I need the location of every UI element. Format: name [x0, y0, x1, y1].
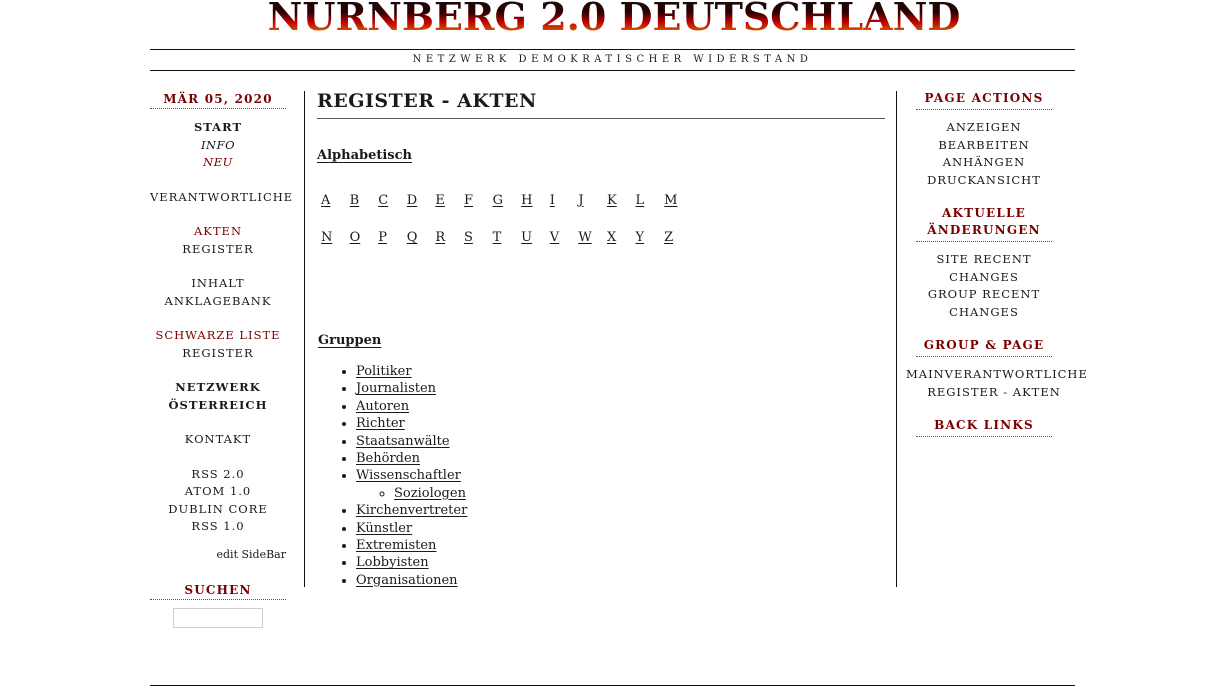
- action-druckansicht[interactable]: DRUCKANSICHT: [927, 172, 1041, 187]
- action-anhaengen[interactable]: ANHÄNGEN: [942, 155, 1026, 169]
- right-column-divider: [896, 91, 897, 587]
- group-page-list: [906, 366, 1088, 401]
- groups-heading: Gruppen: [318, 333, 382, 348]
- group-link-staatsanwaelte[interactable]: Staatsanwälte: [356, 433, 450, 449]
- letter-link[interactable]: D: [406, 193, 418, 208]
- letter-link[interactable]: H: [521, 193, 533, 208]
- edit-sidebar-link[interactable]: edit SideBar: [216, 547, 286, 561]
- letter-link[interactable]: E: [435, 193, 445, 208]
- nav-akten[interactable]: AKTEN: [193, 224, 243, 238]
- groups-list: [318, 363, 885, 589]
- back-links-heading[interactable]: BACK LINKS: [916, 417, 1052, 437]
- letter-link[interactable]: I: [549, 193, 555, 208]
- feed-atom[interactable]: ATOM 1.0: [184, 484, 252, 498]
- alphabet-row-1: [321, 193, 885, 230]
- group-link-mainverantwortliche[interactable]: MAINVERANTWORTLICHE: [906, 367, 1088, 381]
- site-subtitle: NETZWERK DEMOKRATISCHER WIDERSTAND: [412, 54, 813, 65]
- nav-kontakt[interactable]: KONTAKT: [184, 432, 252, 446]
- group-link-kirchenvertreter[interactable]: Kirchenvertreter: [356, 503, 468, 519]
- letter-link[interactable]: W: [578, 230, 592, 245]
- list-item: [356, 450, 885, 467]
- current-date: MÄR 05, 2020: [150, 92, 286, 109]
- list-item: [356, 398, 885, 415]
- nav-schwarze-liste-register[interactable]: REGISTER: [182, 345, 254, 360]
- group-link-kuenstler[interactable]: Künstler: [356, 520, 413, 536]
- nav-oesterreich[interactable]: ÖSTERREICH: [168, 397, 268, 412]
- group-link-soziologen[interactable]: Soziologen: [394, 485, 466, 501]
- letter-link[interactable]: U: [521, 230, 533, 245]
- group-recent-changes-line2: CHANGES: [949, 304, 1019, 319]
- list-item: [356, 467, 885, 502]
- letter-link[interactable]: V: [549, 230, 560, 245]
- search-title: SUCHEN: [150, 583, 286, 600]
- nav-neu[interactable]: NEU: [203, 155, 233, 169]
- letter-link[interactable]: Q: [406, 230, 418, 245]
- letter-link[interactable]: B: [349, 193, 360, 208]
- feed-dublin-core[interactable]: DUBLIN CORE: [168, 501, 268, 516]
- feed-rss20[interactable]: RSS 2.0: [191, 466, 245, 481]
- site-recent-changes-line2: CHANGES: [949, 269, 1019, 284]
- letter-link[interactable]: R: [435, 230, 446, 245]
- group-recent-changes-link[interactable]: [916, 286, 1052, 321]
- group-link-autoren[interactable]: Autoren: [356, 398, 410, 414]
- letter-link[interactable]: A: [321, 193, 331, 208]
- list-item: [356, 537, 885, 554]
- groups-section: [318, 329, 885, 589]
- alpha-heading: Alphabetisch: [317, 148, 412, 163]
- list-item: [356, 433, 885, 450]
- site-recent-changes-link[interactable]: [916, 251, 1052, 286]
- action-anzeigen[interactable]: ANZEIGEN: [946, 120, 1022, 134]
- nav-akten-register[interactable]: REGISTER: [182, 241, 254, 256]
- letter-link[interactable]: P: [378, 230, 387, 245]
- feed-rss10[interactable]: RSS 1.0: [191, 519, 245, 533]
- group-page-heading: GROUP & PAGE: [916, 337, 1052, 357]
- page-title: REGISTER - AKTEN: [317, 90, 885, 119]
- list-item: [356, 380, 885, 397]
- group-link-behoerden[interactable]: Behörden: [356, 451, 421, 467]
- site-recent-changes-line1: SITE RECENT: [936, 252, 1032, 266]
- recent-changes-list: [916, 251, 1052, 321]
- main-content: [317, 90, 885, 589]
- letter-link[interactable]: S: [463, 230, 473, 245]
- alphabet-index: [321, 193, 885, 267]
- group-link-extremisten[interactable]: Extremisten: [356, 538, 437, 554]
- group-link-organisationen[interactable]: Organisationen: [356, 572, 458, 588]
- group-link-richter[interactable]: Richter: [356, 416, 405, 432]
- letter-link[interactable]: Y: [635, 230, 645, 245]
- letter-link[interactable]: K: [606, 193, 617, 208]
- nav-schwarze-liste[interactable]: SCHWARZE LISTE: [155, 328, 281, 342]
- letter-link[interactable]: X: [606, 230, 617, 245]
- search-input[interactable]: [173, 608, 263, 628]
- group-link-wissenschaftler[interactable]: Wissenschaftler: [356, 468, 461, 484]
- letter-link[interactable]: O: [349, 230, 361, 245]
- recent-changes-heading: [916, 205, 1052, 242]
- group-link-politiker[interactable]: Politiker: [356, 364, 412, 379]
- letter-link[interactable]: C: [378, 193, 389, 208]
- letter-link[interactable]: J: [578, 193, 584, 208]
- right-sidebar: [906, 90, 1088, 437]
- list-item: [356, 520, 885, 537]
- nav-info[interactable]: INFO: [200, 137, 235, 152]
- group-link-journalisten[interactable]: Journalisten: [356, 381, 437, 397]
- list-item: [356, 502, 885, 519]
- list-item: [356, 363, 885, 380]
- nav-start[interactable]: START: [193, 120, 243, 134]
- letter-link[interactable]: N: [321, 230, 333, 245]
- list-item: [356, 415, 885, 432]
- page-link-register-akten[interactable]: REGISTER - AKTEN: [927, 384, 1061, 399]
- group-link-lobbyisten[interactable]: Lobbyisten: [356, 555, 429, 571]
- left-column-divider: [304, 91, 305, 587]
- header-bottom-rule: [150, 70, 1075, 71]
- page-actions-heading: PAGE ACTIONS: [916, 90, 1052, 110]
- nav-anklagebank[interactable]: ANKLAGEBANK: [164, 293, 272, 308]
- sub-groups-list: [356, 485, 885, 502]
- list-item: [356, 572, 885, 589]
- nav-netzwerk[interactable]: NETZWERK: [175, 380, 261, 394]
- recent-changes-heading-line2: ÄNDERUNGEN: [927, 223, 1041, 237]
- letter-link[interactable]: L: [635, 193, 645, 208]
- header-top-rule: [150, 49, 1075, 50]
- letter-link[interactable]: Z: [664, 230, 674, 245]
- alphabet-row-2: [321, 230, 885, 267]
- group-recent-changes-line1: GROUP RECENT: [927, 287, 1041, 301]
- nav-verantwortliche[interactable]: VERANTWORTLICHE: [150, 189, 294, 204]
- letter-link[interactable]: F: [463, 193, 473, 208]
- recent-changes-heading-line1: AKTUELLE: [942, 206, 1026, 220]
- left-sidebar: [150, 92, 294, 628]
- list-item: [356, 554, 885, 571]
- action-bearbeiten[interactable]: BEARBEITEN: [938, 137, 1030, 152]
- page-actions-list: [916, 119, 1052, 189]
- letter-link[interactable]: M: [664, 193, 678, 208]
- letter-link[interactable]: T: [492, 230, 502, 245]
- letter-link[interactable]: G: [492, 193, 503, 208]
- footer-rule: [150, 685, 1075, 686]
- list-item: [394, 485, 885, 502]
- site-title[interactable]: NURNBERG 2.0 DEUTSCHLAND: [0, 0, 1228, 39]
- nav-inhalt[interactable]: INHALT: [191, 276, 245, 290]
